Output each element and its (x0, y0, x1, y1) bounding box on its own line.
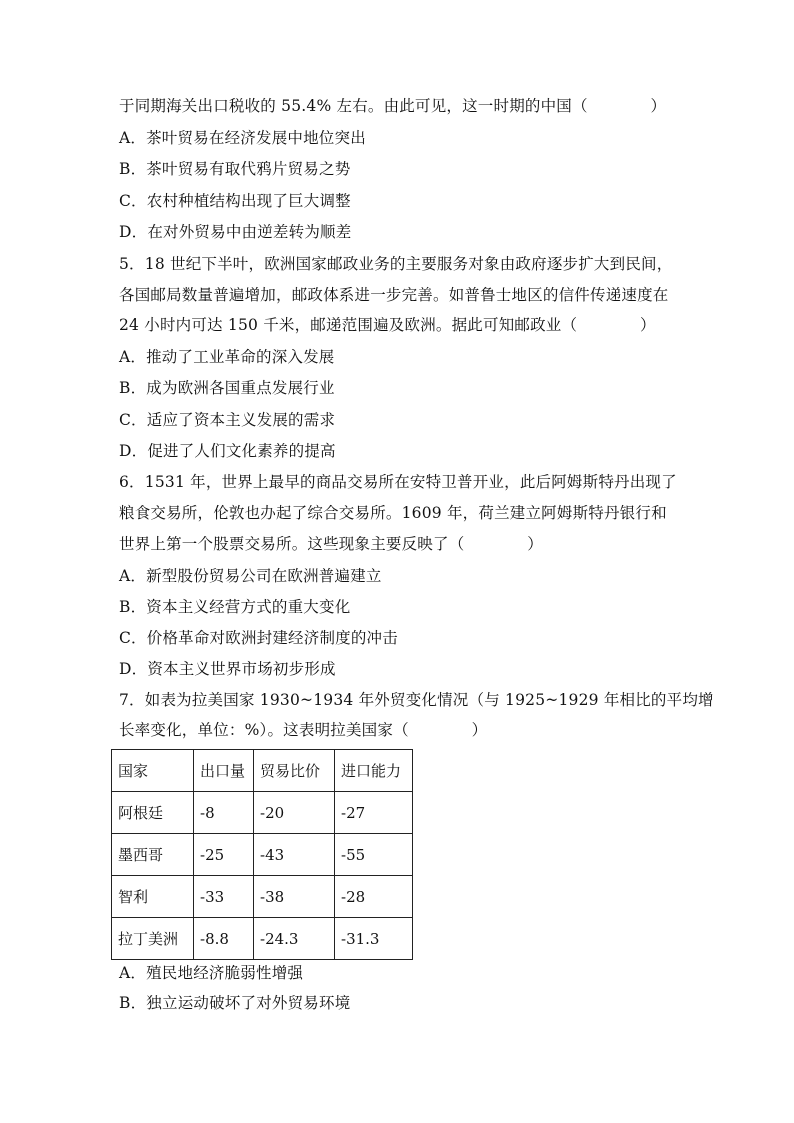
table-cell: -28 (335, 876, 413, 918)
trade-change-table (111, 749, 413, 960)
table-header-cell: 进口能力 (335, 750, 413, 792)
option-b: B．资本主义经营方式的重大变化 (119, 598, 351, 616)
text-line: 于同期海关出口税收的 55.4% 左右。由此可见，这一时期的中国（ ） (119, 97, 667, 115)
option-b: B．茶叶贸易有取代鸦片贸易之势 (119, 160, 351, 178)
table-header-cell: 出口量 (194, 750, 254, 792)
option-a: A．茶叶贸易在经济发展中地位突出 (119, 129, 366, 147)
table-row (112, 792, 413, 834)
option-d: D．资本主义世界市场初步形成 (119, 660, 336, 678)
option-c: C．价格革命对欧洲封建经济制度的冲击 (119, 629, 398, 647)
option-c: C．适应了资本主义发展的需求 (119, 411, 336, 429)
question-5-stem: 24 小时内可达 150 千米，邮递范围遍及欧洲。据此可知邮政业（ ） (119, 316, 656, 334)
table-row (112, 876, 413, 918)
table-cell: -8 (194, 792, 254, 834)
table-row (112, 834, 413, 876)
table-cell: -25 (194, 834, 254, 876)
table-cell: -55 (335, 834, 413, 876)
table-cell: -8.8 (194, 918, 254, 960)
table-cell: 智利 (112, 876, 194, 918)
question-6-stem: 粮食交易所，伦敦也办起了综合交易所。1609 年，荷兰建立阿姆斯特丹银行和 (119, 504, 667, 522)
option-a: A．新型股份贸易公司在欧洲普遍建立 (119, 567, 382, 585)
option-d: D．促进了人们文化素养的提高 (119, 442, 336, 460)
table-cell: -38 (254, 876, 335, 918)
table-header-row (112, 750, 413, 792)
question-6-stem: 6．1531 年，世界上最早的商品交易所在安特卫普开业，此后阿姆斯特丹出现了 (119, 473, 677, 491)
option-b: B．成为欧洲各国重点发展行业 (119, 379, 335, 397)
option-a: A．殖民地经济脆弱性增强 (119, 964, 304, 982)
option-d: D．在对外贸易中由逆差转为顺差 (119, 223, 352, 241)
table-row (112, 918, 413, 960)
table-cell: -33 (194, 876, 254, 918)
table-cell: -20 (254, 792, 335, 834)
question-5-stem: 各国邮局数量普遍增加，邮政体系进一步完善。如普鲁士地区的信件传递速度在 (119, 286, 669, 304)
table-cell: 墨西哥 (112, 834, 194, 876)
question-7-stem: 长率变化，单位：%）。这表明拉美国家（ ） (119, 721, 488, 739)
option-b: B．独立运动破坏了对外贸易环境 (119, 994, 351, 1012)
question-5-stem: 5．18 世纪下半叶，欧洲国家邮政业务的主要服务对象由政府逐步扩大到民间， (119, 255, 673, 273)
table-header-cell: 贸易比价 (254, 750, 335, 792)
table-cell: -43 (254, 834, 335, 876)
table-cell: -24.3 (254, 918, 335, 960)
question-6-stem: 世界上第一个股票交易所。这些现象主要反映了（ ） (119, 535, 543, 553)
table-header-cell: 国家 (112, 750, 194, 792)
table-cell: -31.3 (335, 918, 413, 960)
table-cell: 拉丁美洲 (112, 918, 194, 960)
option-c: C．农村种植结构出现了巨大调整 (119, 192, 351, 210)
question-7-stem: 7．如表为拉美国家 1930~1934 年外贸变化情况（与 1925~1929 年相比的平均增 (119, 691, 714, 709)
table-cell: -27 (335, 792, 413, 834)
option-a: A．推动了工业革命的深入发展 (119, 348, 335, 366)
table-cell: 阿根廷 (112, 792, 194, 834)
